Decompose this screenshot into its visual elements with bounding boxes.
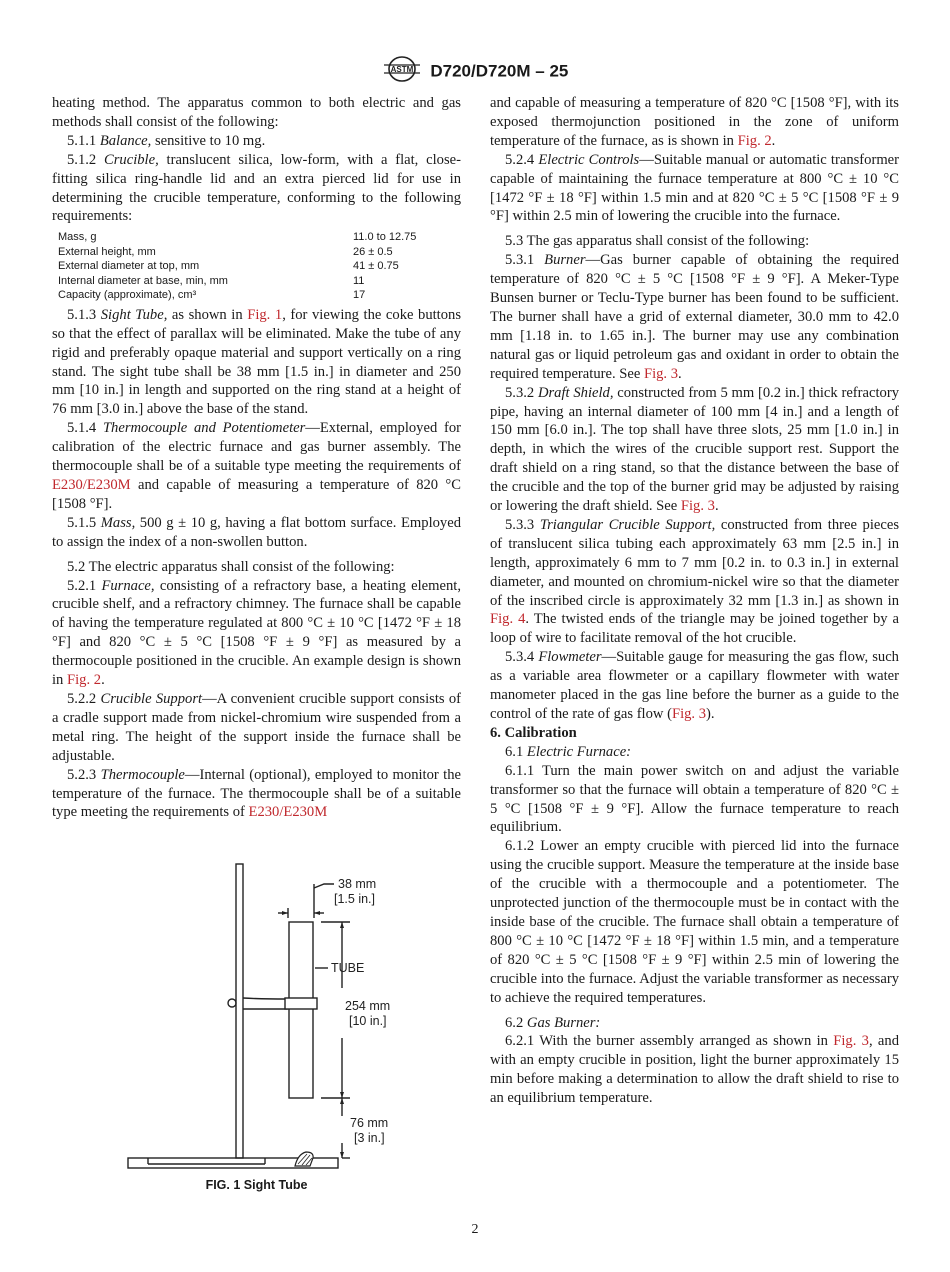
table-cell-value: 41 ± 0.75 <box>353 260 399 273</box>
section-6-1-1: 6.1.1 Turn the main power switch on and adjust the variable transformer so that the furnace will obtain a temperature of 820 °C ± 5 °C [1508 °F ± 9 °F]. Allow the furnace temperature to reach equilibrium. <box>490 762 899 836</box>
fig-2-link[interactable]: Fig. 2 <box>67 672 102 689</box>
section-5-2: 5.2 The electric apparatus shall consist of the following: <box>67 558 395 575</box>
table-cell-value: 17 <box>353 289 366 302</box>
section-5-2-3: 5.2.3 Thermocouple—Internal (optional), employed to monitor the temperature of the furnace. The thermocouple shall be of a suitable type meeting the requirements of E230/E230M <box>52 766 461 821</box>
document-id: D720/D720M – 25 <box>430 61 569 81</box>
fig-3-link[interactable]: Fig. 3 <box>680 498 715 515</box>
section-5-1-1: 5.1.1 Balance, sensitive to 10 mg. <box>67 132 266 149</box>
dim-length-in: [10 in.] <box>349 1014 387 1028</box>
stand-rod <box>236 864 243 1158</box>
paragraph-continuation: and capable of measuring a temperature of 820 °C [1508 °F], with its exposed thermojunction positioned in the zone of uniform temperature of the furnace, as is shown in Fig. 2. <box>490 95 899 149</box>
section-5-1-4: 5.1.4 Thermocouple and Potentiometer—External, employed for calibration of the electric furnace and gas burner assembly. The thermocouple shall be of a suitable type meeting the requirements of E230/E230M and capable of measuring a temperature of 820 °C [1508 °F]. <box>52 420 461 512</box>
section-5-3-4: 5.3.4 Flowmeter—Suitable gauge for measuring the gas flow, such as a variable area flowmeter or a capillary flowmeter with water manometer placed in the gas line before the burner as a guide to the control of the rate of gas flow (Fig. 3). <box>490 649 899 722</box>
figure-caption: FIG. 1 Sight Tube <box>205 1178 308 1192</box>
section-5-3-2: 5.3.2 Draft Shield, constructed from 5 mm [0.2 in.] thick refractory pipe, having an internal diameter of 100 mm [4 in.] and a length of 150 mm [6.0 in.]. The top shall have three slots, 25 mm [1.0 in.] in depth, in which the wires of the crucible support rest. Support the draft shield on a ring stand, so that the distance between the base of the crucible and the top of the burner grid may be adjusted by raising or lowering the draft shield. See Fig. 3. <box>490 384 899 515</box>
table-row <box>52 259 461 274</box>
figure-sight-tube <box>110 858 410 1178</box>
section-5-2-1: 5.2.1 Furnace, consisting of a refractory base, a heating element, crucible shelf, and a refractory chimney. The furnace shall be capable of having the temperature regulated at 800 °C ± 10 °C [1472 °F ± 18 °F] and 820 °C ± 5 °C [1508 °F ± 9 °F] as measured by a thermocouple positioned in the crucible. An example design is shown in Fig. 2. <box>52 577 461 689</box>
table-cell-label: Mass, g <box>58 231 97 244</box>
dim-base-mm: 76 mm <box>350 1116 389 1130</box>
section-5-1-2: 5.1.2 Crucible, translucent silica, low-form, with a flat, close-fitting silica ring-handle lid and an extra pierced lid for use in determining the crucible temperature, conforming to the following requirements: <box>52 151 461 225</box>
svg-text:ASTM: ASTM <box>390 65 413 74</box>
crucible-requirements-table <box>52 230 461 303</box>
paragraph-intro: heating method. The apparatus common to both electric and gas methods shall consist of the following: <box>52 95 461 130</box>
section-6-1: 6.1 Electric Furnace: <box>505 743 632 760</box>
fig-4-link[interactable]: Fig. 4 <box>490 611 526 628</box>
section-6-1-2: 6.1.2 Lower an empty crucible with pierced lid into the furnace using the crucible support. Measure the temperature at the inside base of the crucible with a thermocouple and a potentiometer. The unprotected junction of the thermocouple must be in contact with the inside base of the crucible. The furnace shall obtain a temperature of 800 °C ± 10 °C [1472 °F ± 18 °F] within 1.5 min, and a temperature of 820 °C ± 5 °C [1508 °F ± 9 °F] within 2.5 min of lowering the crucible into the furnace. Adjust the variable transformer as necessary to achieve the required temperatures. <box>490 838 899 1006</box>
table-row <box>52 274 461 289</box>
table-cell-value: 26 ± 0.5 <box>353 245 393 258</box>
mass-weight-icon <box>295 1152 313 1166</box>
left-column <box>52 94 461 822</box>
table-row <box>52 245 461 260</box>
table-row <box>52 230 461 245</box>
table-cell-value: 11.0 to 12.75 <box>353 231 417 244</box>
table-row <box>52 288 461 303</box>
table-cell-value: 11 <box>353 274 365 287</box>
section-5-2-4: 5.2.4 Electric Controls—Suitable manual or automatic transformer capable of maintaining the furnace temperature at 800 °C ± 10 °C [1472 °F ± 18 °F] within 1.5 min and at 820 °C ± 5 °C [1508 °F ± 9 °F] within 2.5 min of lowering the crucible into the furnace. <box>490 151 900 225</box>
section-6-2-1: 6.2.1 With the burner assembly arranged as shown in Fig. 3, and with an empty crucible in position, light the burner approximately 15 min before making a determination to allow the draft shield to rise to an equilibrium temperature. <box>490 1033 900 1107</box>
e230-link[interactable]: E230/E230M <box>52 477 131 493</box>
section-5-3-1: 5.3.1 Burner—Gas burner capable of obtaining the required temperature of 820 °C ± 5 °C [1508 °F ± 9 °F]. A Meker-Type Bunsen burner or Teclu-Type burner has been found to be sufficient. The burner shall have a grid of external diameter, 30.0 mm to 42.0 mm [1.18 in. to 1.65 in.]. The burner may use any combination natural gas or liquid petroleum gas and oxidant in order to obtain the required temperature. See Fig. 3. <box>490 252 899 382</box>
tube-body <box>289 922 313 1098</box>
section-5-3-3: 5.3.3 Triangular Crucible Support, constructed from three pieces of translucent silica tubing each approximately 63 mm [2.5 in.] in length, approximately 6 mm to 7 mm [0.2 in. to 0.3 in.] in external diameter, and mounted on chromium-nickel wire so that the diameter of the inscribed circle is approximately 32 mm [1.3 in.] as shown in Fig. 4. The twisted ends of the triangle may be joined together by a loop of wire to facilitate removal of the hot crucible. <box>490 516 900 647</box>
dim-top-mm: 38 mm <box>338 877 377 891</box>
section-6-2: 6.2 Gas Burner: <box>505 1014 601 1031</box>
section-5-1-3: 5.1.3 Sight Tube, as shown in Fig. 1, for viewing the coke buttons so that the effect of parallax will be eliminated. Make the tube of any rigid and preferably opaque material and support vertically on a ring stand. The sight tube shall be 38 mm [1.5 in.] in diameter and 250 mm [10 in.] in length and supported on the ring stand at a height of 76 mm [3.0 in.] above the base of the stand. <box>52 306 462 418</box>
fig-3-link[interactable]: Fig. 3 <box>833 1033 869 1050</box>
page-header <box>0 56 950 87</box>
e230-link[interactable]: E230/E230M <box>248 804 328 821</box>
clamp-screw <box>228 999 236 1007</box>
table-cell-label: External diameter at top, mm <box>58 260 200 273</box>
section-heading-calibration: 6. Calibration <box>490 724 577 741</box>
dim-length-mm: 254 mm <box>345 999 391 1013</box>
section-5-3: 5.3 The gas apparatus shall consist of the following: <box>505 233 810 250</box>
astm-logo <box>382 56 422 87</box>
page-number: 2 <box>471 1222 479 1237</box>
fig-1-link[interactable]: Fig. 1 <box>247 306 283 323</box>
table-cell-label: Capacity (approximate), cm³ <box>58 289 197 302</box>
dim-top-in: [1.5 in.] <box>334 892 375 906</box>
section-5-2-2: 5.2.2 Crucible Support—A convenient crucible support consists of a cradle support made from nickel-chromium wire suspended from a metal ring. The height of the support inside the furnace shall be adjustable. <box>52 690 461 764</box>
fig-2-link[interactable]: Fig. 2 <box>737 132 772 149</box>
sight-tube-drawing <box>110 858 410 1178</box>
dim-base-in: [3 in.] <box>354 1131 385 1145</box>
table-cell-label: External height, mm <box>58 245 156 258</box>
tube-label: TUBE <box>331 961 365 975</box>
right-column <box>490 94 899 1108</box>
fig-3-link[interactable]: Fig. 3 <box>671 706 707 722</box>
table-cell-label: Internal diameter at base, min, mm <box>58 274 228 287</box>
fig-3-link[interactable]: Fig. 3 <box>643 365 679 382</box>
section-5-1-5: 5.1.5 Mass, 500 g ± 10 g, having a flat bottom surface. Employed to assign the index of a non-swollen button. <box>52 514 461 550</box>
